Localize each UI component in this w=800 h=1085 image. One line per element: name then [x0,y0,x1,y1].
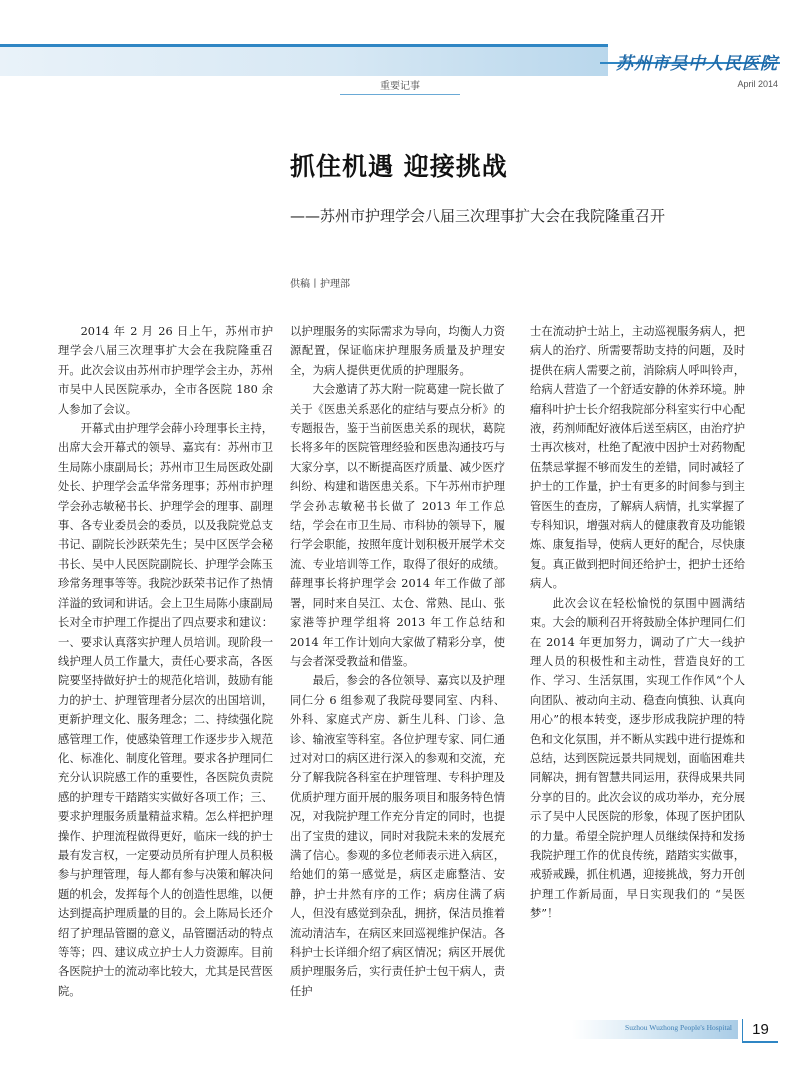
paragraph: 以护理服务的实际需求为导向，均衡人力资源配置，保证临床护理服务质量及护理安全，为病人提供更优质的护理服务。 [290,325,505,377]
text-column-1 [58,322,273,1001]
paragraph: 士在流动护士站上，主动巡视服务病人，把病人的治疗、所需要帮助支持的问题，及时提供在病人需要之前，消除病人呼叫铃声，给病人营造了一个舒适安静的休养环境。肿瘤科叶护士长介绍我院部分科室实行中心配液，药剂师配好液体后送至病区，由治疗护士再次核对，杜绝了配液中因护士对药物配伍禁忌掌握不够而发生的差错，同时减轻了护士的工作量，护士有更多的时间参与到主管医生的查房，了解病人病情，扎实掌握了专科知识，增强对病人的健康教育及功能锻炼、康复指导，使病人更好的配合，尽快康复。真正做到把时间还给护士，把护士还给病人。 [530,325,745,591]
paragraph: 大会邀请了苏大附一院葛建一院长做了关于《医患关系恶化的症结与要点分析》的专题报告，鉴于当前医患关系的现状，葛院长将多年的医院管理经验和医患沟通技巧与大家分享，以不断提高医疗质量、减少医疗纠纷、构建和谐医患关系。下午苏州市护理学会孙志敏秘书长做了 2013 年工作总结，学会在市卫生局、市科协的领导下，履行学会职能，按照年度计划积极开展学术交流、专业培训等工作，取得了很好的成绩。薛理事长将护理学会 2014 年工作做了部署，同时来自吴江、太仓、常熟、昆山、张家港等护理学组将 2013 年工作总结和 2014 年工作计划向大家做了精彩分享，使与会者深受教益和借鉴。 [290,383,505,668]
article-title: 抓住机遇 迎接挑战 [290,152,508,181]
page-number: 19 [742,1019,778,1041]
paragraph: 2014 年 2 月 26 日上午，苏州市护理学会八届三次理事扩大会在我院隆重召开。此次会议由苏州市护理学会主办，苏州市吴中人民医院承办，全市各医院 180 余人参加了会议。 [58,325,273,416]
paragraph: 最后，参会的各位领导、嘉宾以及护理同仁分 6 组参观了我院母婴同室、内科、外科、家庭式产房、新生儿科、门诊、急诊、输液室等科室。各位护理专家、同仁通过对对口的病区进行深入的参观和交流，充分了解我院各科室在护理管理、专科护理及优质护理方面开展的服务项目和服务特色情况，对我院护理工作充分肯定的同时，也提出了宝贵的建议，同时对我院未来的发展充满了信心。参观的多位老师表示进入病区，给她们的第一感觉是，病区走廊整洁、安静，护士井然有序的工作；病房住满了病人，但没有感觉到杂乱，拥挤，保洁员推着流动清洁车，在病区来回巡视维护保洁。各科护士长详细介绍了病区情况；病区开展优质护理服务后，实行责任护士包干病人，责任护 [290,674,505,998]
issue-date: April 2014 [737,79,778,89]
text-column-3 [530,322,745,924]
section-tag: 重要记事 [340,79,460,95]
hospital-name: 苏州市吴中人民医院 [616,54,778,74]
article-subtitle: ——苏州市护理学会八届三次理事扩大会在我院隆重召开 [290,207,666,225]
text-column-2 [290,322,505,1001]
article-byline: 供稿丨护理部 [290,279,350,290]
footer-rule [742,1041,778,1043]
paragraph: 此次会议在轻松愉悦的氛围中圆满结束。大会的顺利召开将鼓励全体护理同仁们在 2014 年更加努力，调动了广大一线护理人员的积极性和主动性，营造良好的工作、学习、生活氛围，实现工作作风“个人向团队、被动向主动、稳查向慎独、认真向用心”的根本转变，逐步形成我院护理的特色和文化氛围，并不断从实践中进行提炼和总结，达到医院远景共同规划，面临困难共同解决，拥有智慧共同运用，获得成果共同分享的目的。此次会议的成功举办，充分展示了吴中人民医院的形象，体现了医护团队的力量。希望全院护理人员继续保持和发扬我院护理工作的优良传统，踏踏实实做事，戒骄戒躁，抓住机遇，迎接挑战，努力开创护理工作新局面，早日实现我们的 “吴医梦”！ [530,596,745,921]
footer-caption: Suzhou Wuzhong People's Hospital [625,1023,732,1032]
header-band [0,44,608,76]
paragraph: 开幕式由护理学会薛小玲理事长主持，出席大会开幕式的领导、嘉宾有：苏州市卫生局陈小康副局长；苏州市卫生局医政处副处长、护理学会孟华常务理事；苏州市护理学会孙志敏秘书长、护理学会的理事、副理事、各专业委员会的委员，以及我院党总支书记、副院长沙跃荣先生；吴中区医学会秘书长、吴中人民医院副院长、护理学会陈玉珍常务理事等等。我院沙跃荣书记作了热情洋溢的致词和讲话。会上卫生局陈小康副局长对全市护理工作提出了四点要求和建议：一、要求认真落实护理人员培训。现阶段一线护理人员工作量大，责任心要求高，各医院要坚持做好护士的规范化培训，鼓励有能力的护士、护理管理者分层次的出国培训，更新护理文化、服务理念；二、持续强化院感管理工作，使感染管理工作逐步步入规范化、标准化、制度化管理。要求各护理同仁充分认识院感工作的重要性，各医院负责院感的护理专干踏踏实实做好各项工作；三、要求护理服务质量精益求精。怎么样把护理操作、护理流程做得更好，临床一线的护士最有发言权，一定要动员所有护理人员积极参与护理管理，每人都有参与决策和解决问题的机会，发挥每个人的创造性思维，以便达到提高护理质量的目的。会上陈局长还介绍了护理品管圈的意义，品管圈活动的特点等等；四、建议成立护士人力资源库。目前各医院护士的流动率比较大，尤其是民营医院。 [58,422,273,998]
